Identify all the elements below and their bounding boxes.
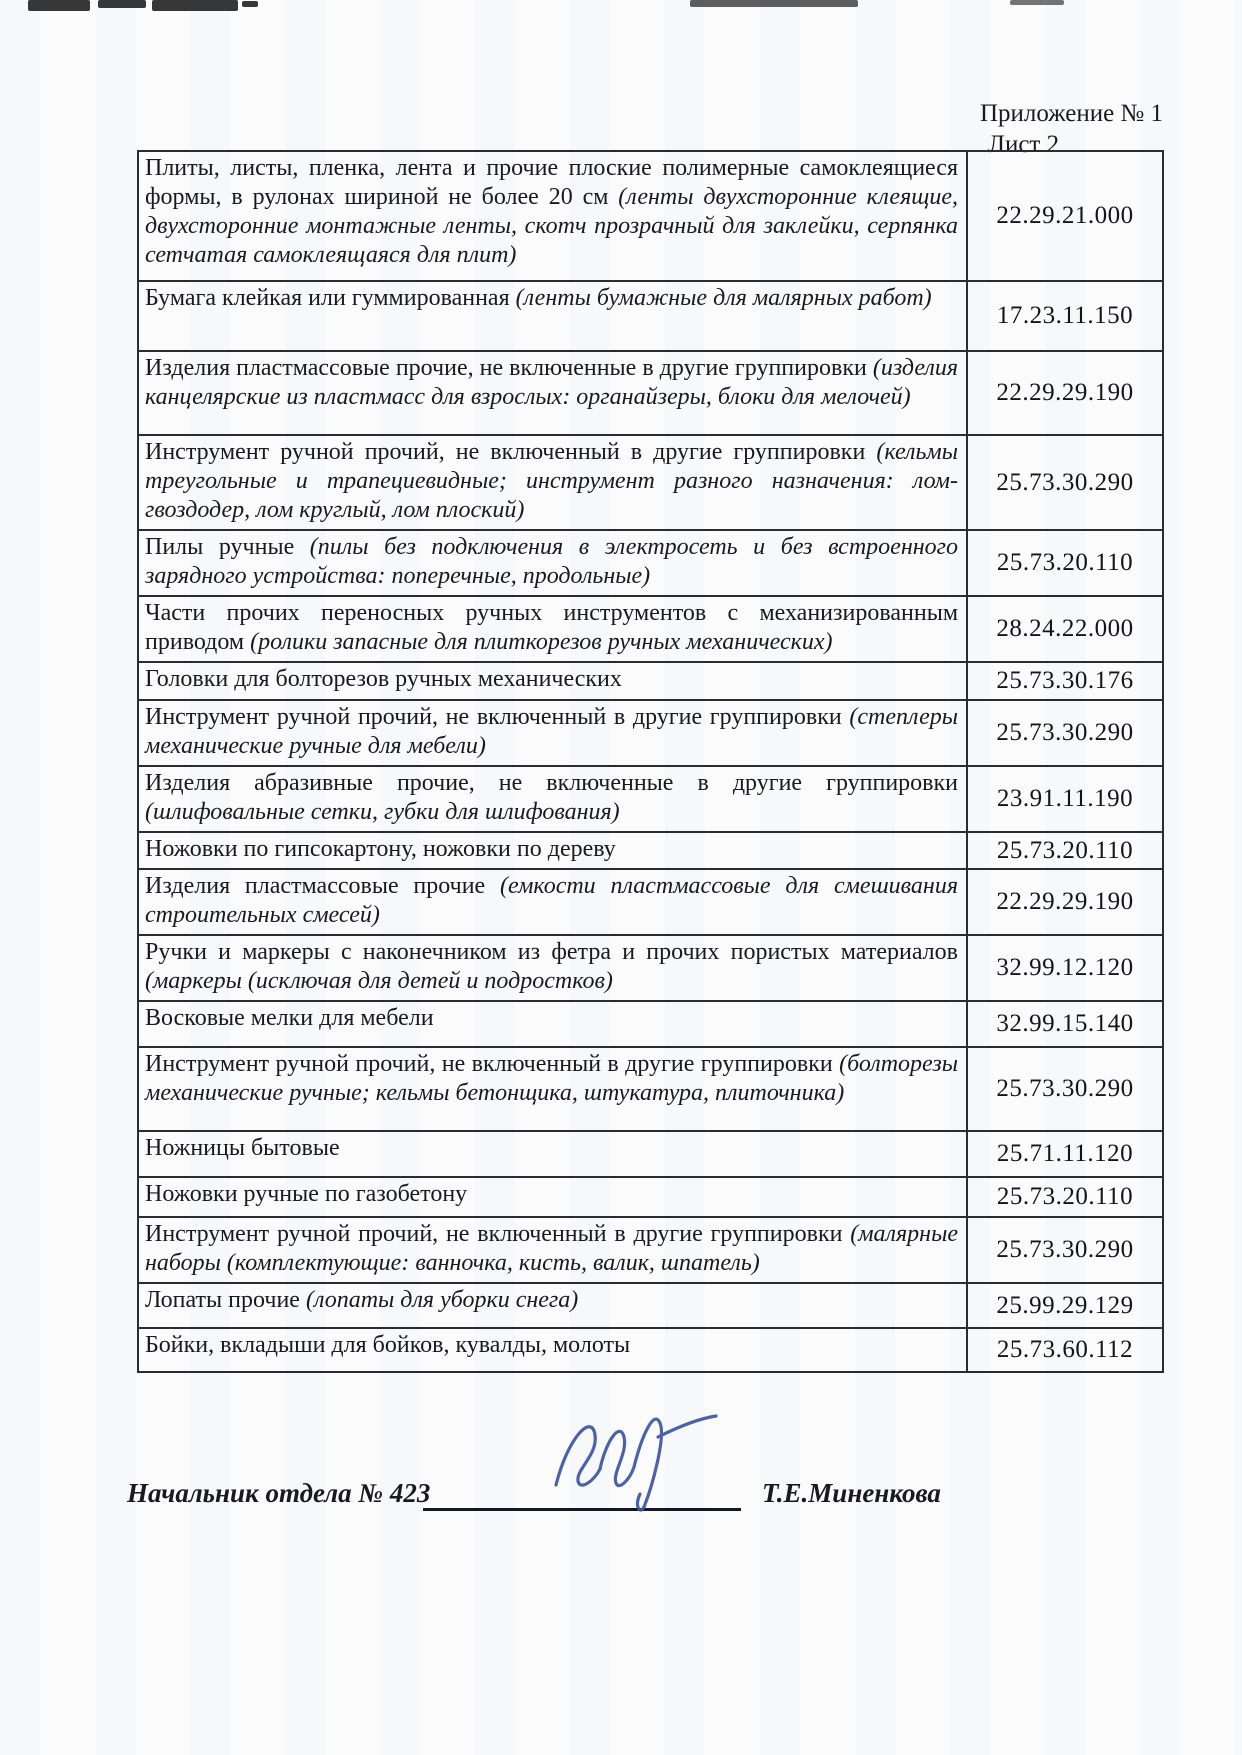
item-description [139, 352, 968, 434]
item-description [139, 663, 968, 699]
item-description-parenthetical: (кельмы треугольные и трапециевидные; инструмент разного назначения: лом-гвоздодер, лом круглый, лом плоский) [145, 439, 958, 523]
item-description [139, 1132, 968, 1176]
table-row [139, 833, 1162, 870]
item-description-main: Головки для болторезов ручных механических [145, 666, 622, 692]
table-row [139, 352, 1162, 436]
scan-artifact [152, 0, 238, 11]
item-description [139, 597, 968, 661]
item-description [139, 1284, 968, 1327]
okpd2-code: 25.73.20.110 [996, 1183, 1134, 1210]
okpd2-code: 25.73.60.112 [996, 1336, 1134, 1363]
item-description-parenthetical: (малярные наборы (комплектующие: ванночка, кисть, валик, шпатель) [145, 1221, 958, 1276]
table-row [139, 663, 1162, 701]
item-description-main: Пилы ручные [145, 534, 310, 560]
signer-name: Т.Е.Миненкова [762, 1478, 941, 1508]
item-description [139, 1048, 968, 1130]
item-description [139, 1329, 968, 1371]
okpd2-code: 32.99.15.140 [996, 1010, 1134, 1037]
okpd2-code: 25.71.11.120 [996, 1140, 1134, 1167]
okpd2-table [137, 150, 1164, 1373]
table-row [139, 936, 1162, 1002]
okpd2-code: 28.24.22.000 [996, 615, 1134, 642]
table-row [139, 870, 1162, 936]
okpd2-code: 25.99.29.129 [996, 1291, 1134, 1319]
signer-position-label: Начальник отдела № 423 [127, 1478, 431, 1508]
item-description [139, 833, 968, 868]
item-description [139, 282, 968, 350]
item-description [139, 436, 968, 529]
item-description-parenthetical: (шлифовальные сетки, губки для шлифования) [145, 799, 620, 825]
item-description-main: Инструмент ручной прочий, не включенный в другие группировки [145, 704, 850, 730]
okpd2-code: 22.29.29.190 [996, 888, 1134, 915]
item-description-main: Плиты, листы, пленка, лента и прочие плоские полимерные самоклеящиеся формы, в рулонах шириной не более 20 см [145, 155, 958, 210]
scan-artifact [98, 0, 146, 8]
item-description [139, 1218, 968, 1282]
item-description-main: Изделия пластмассовые прочие, не включенные в другие группировки [145, 355, 873, 381]
scan-artifact [28, 0, 90, 11]
okpd2-code: 17.23.11.150 [996, 302, 1134, 329]
scan-artifact [690, 0, 858, 7]
okpd2-code: 25.73.30.290 [996, 468, 1134, 496]
table-row [139, 1329, 1162, 1371]
item-description-parenthetical: (пилы без подключения в электросеть и без встроенного зарядного устройства: поперечные, продольные) [145, 534, 958, 589]
okpd2-code: 22.29.21.000 [996, 202, 1134, 229]
item-description-main: Инструмент ручной прочий, не включенный в другие группировки [145, 1221, 851, 1247]
okpd2-code: 25.73.20.110 [996, 836, 1134, 864]
item-description-main: Изделия абразивные прочие, не включенные в другие группировки [145, 770, 958, 796]
item-description [139, 701, 968, 765]
okpd2-code: 22.29.29.190 [996, 379, 1134, 406]
item-description-main: Инструмент ручной прочий, не включенный в другие группировки [145, 1051, 840, 1077]
item-description [139, 767, 968, 831]
item-description [139, 870, 968, 934]
scan-artifact [242, 1, 258, 7]
item-description-main: Изделия пластмассовые прочие [145, 873, 501, 899]
item-description-main: Бойки, вкладыши для бойков, кувалды, молоты [145, 1332, 631, 1358]
okpd2-code: 25.73.30.290 [996, 1075, 1134, 1102]
item-description [139, 1178, 968, 1216]
scan-artifact [1010, 0, 1064, 5]
item-description-parenthetical: (лопаты для уборки снега) [305, 1287, 579, 1313]
item-description-main: Ножницы бытовые [145, 1135, 340, 1161]
item-description [139, 531, 968, 595]
item-description-main: Инструмент ручной прочий, не включенный в другие группировки [145, 439, 877, 465]
okpd2-code: 23.91.11.190 [996, 785, 1134, 812]
item-description-main: Восковые мелки для мебели [145, 1005, 434, 1031]
item-description-main: Ручки и маркеры с наконечником из фетра и прочих пористых материалов [145, 939, 958, 965]
okpd2-code: 25.73.30.290 [996, 719, 1134, 746]
item-description [139, 1002, 968, 1046]
table-row [139, 1284, 1162, 1329]
item-description [139, 152, 968, 280]
item-description [139, 936, 968, 1000]
item-description-parenthetical: (ленты бумажные для малярных работ) [515, 285, 932, 311]
table-row [139, 152, 1162, 282]
item-description-parenthetical: (маркеры (исключая для детей и подростков) [145, 968, 613, 994]
table-row [139, 701, 1162, 767]
table-row [139, 597, 1162, 663]
table-row [139, 531, 1162, 597]
item-description-parenthetical: (болторезы механические ручные; кельмы бетонщика, штукатура, плиточника) [145, 1051, 958, 1106]
table-row [139, 282, 1162, 352]
item-description-parenthetical: (ролики запасные для плиткорезов ручных механических) [250, 629, 833, 655]
okpd2-code: 32.99.12.120 [996, 954, 1134, 981]
table-row [139, 1048, 1162, 1132]
item-description-parenthetical: (емкости пластмассовые для смешивания строительных смесей) [145, 873, 958, 928]
table-row [139, 1002, 1162, 1048]
item-description-parenthetical: (изделия канцелярские из пластмасс для взрослых: органайзеры, блоки для мелочей) [145, 355, 958, 410]
item-description-main: Ножовки ручные по газобетону [145, 1181, 468, 1207]
table-row [139, 767, 1162, 833]
table-row [139, 1178, 1162, 1218]
table-row [139, 436, 1162, 531]
appendix-header: Приложение № 1 [980, 100, 1164, 127]
table-row [139, 1132, 1162, 1178]
item-description-main: Бумага клейкая или гуммированная [145, 285, 516, 311]
okpd2-code: 25.73.30.176 [996, 667, 1134, 694]
item-description-parenthetical: (ленты двухсторонние клеящие, двухсторонние монтажные ленты, скотч прозрачный для заклейки, серпянка сетчатая самоклеящаяся для плит) [145, 184, 958, 268]
item-description-main: Лопаты прочие [145, 1287, 306, 1313]
item-description-main: Части прочих переносных ручных инструментов с механизированным приводом [145, 600, 958, 655]
table-row [139, 1218, 1162, 1284]
item-description-parenthetical: (степлеры механические ручные для мебели) [145, 704, 958, 759]
sheet-number: Лист 2 [988, 131, 1060, 158]
okpd2-code: 25.73.30.290 [996, 1236, 1134, 1263]
okpd2-code: 25.73.20.110 [996, 549, 1134, 576]
item-description-main: Ножовки по гипсокартону, ножовки по дереву [145, 836, 616, 862]
handwritten-signature [548, 1405, 723, 1517]
